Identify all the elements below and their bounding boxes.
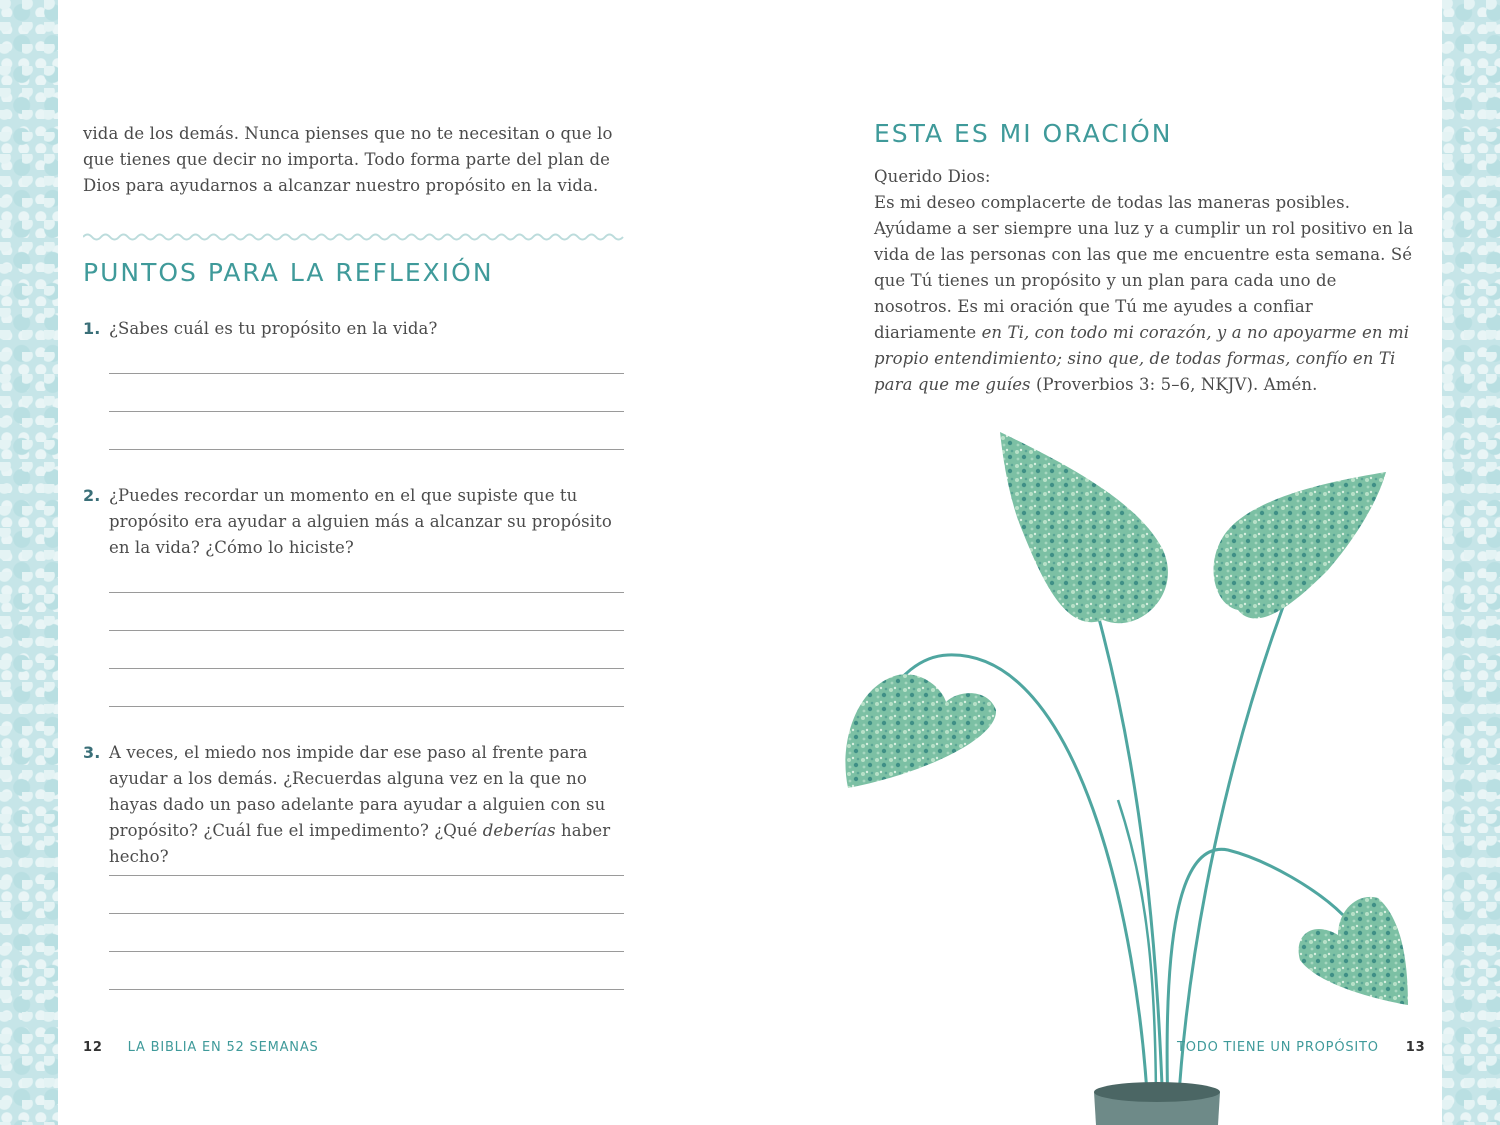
wavy-divider [83, 230, 625, 244]
intro-paragraph: vida de los demás. Nunca pienses que no te necesitan o que lo que tienes que decir no importa. Todo forma parte del plan de Dios para ayudarnos a alcanzar nuestro propósito en la vida. [83, 124, 613, 195]
plant-stem [1167, 849, 1343, 1110]
prayer-scripture: en Ti, con todo mi corazón, y a no apoyarme en mi propio entendimiento; sino que, de todas formas, confío en Ti para que me guíes [874, 323, 1410, 394]
prayer-body [874, 190, 1419, 398]
plant-leaf [1299, 897, 1408, 1005]
plant-stem [1118, 800, 1156, 1110]
chapter-title: TODO TIENE UN PROPÓSITO [1177, 1040, 1379, 1055]
left-footer [83, 1040, 319, 1055]
question-text [109, 740, 628, 870]
prayer-salutation: Querido Dios: [874, 167, 991, 186]
question-1 [83, 316, 628, 342]
answer-line [109, 592, 624, 593]
prayer-heading: ESTA ES MI ORACIÓN [874, 119, 1173, 148]
answer-line [109, 449, 624, 450]
question-text: ¿Puedes recordar un momento en el que supiste que tu propósito era ayudar a alguien más a alcanzar su propósito en la vida? ¿Cómo lo hiciste? [109, 486, 612, 557]
plant-stem [1178, 580, 1293, 1110]
book-spread [58, 0, 1442, 1125]
question-text-part: A veces, el miedo nos impide dar ese paso al frente para ayudar a los demás. ¿Recuerdas alguna vez en la que no hayas dado un paso adelante para ayudar a alguien con su propósito? ¿Cuál fue el impedimento? ¿Qué [109, 743, 606, 840]
prayer-part: Es mi deseo complacerte de todas las maneras posibles. Ayúdame a ser siempre una luz y a cumplir un rol positivo en la vida de las personas con las que me encuentre esta semana. Sé que Tú tienes un propósito y un plan para cada uno de nosotros. Es mi oración que Tú me ayudes a confiar diariamente [874, 193, 1414, 342]
question-number: 1. [83, 319, 101, 338]
plant-leaf [845, 674, 996, 788]
right-page [758, 0, 1442, 1125]
question-2 [83, 483, 628, 561]
left-page [58, 0, 758, 1125]
plant-leaf [1000, 432, 1168, 623]
reflection-heading: PUNTOS PARA LA REFLEXIÓN [83, 258, 494, 287]
plant-leaf [1214, 472, 1386, 619]
answer-line [109, 706, 624, 707]
answer-line [109, 668, 624, 669]
answer-line [109, 875, 624, 876]
prayer-text [874, 164, 1419, 398]
question-3 [83, 740, 628, 870]
answer-line [109, 913, 624, 914]
right-border-texture [1442, 0, 1500, 1125]
right-footer [1177, 1040, 1425, 1055]
answer-line [109, 989, 624, 990]
answer-line [109, 373, 624, 374]
answer-line [109, 951, 624, 952]
question-number: 3. [83, 743, 101, 762]
prayer-part: (Proverbios 3: 5–6, NKJV). Amén. [1030, 375, 1318, 394]
left-border-texture [0, 0, 58, 1125]
plant-pot-rim [1094, 1082, 1220, 1102]
page-number: 12 [83, 1040, 103, 1055]
question-text-part: haber hecho? [109, 821, 611, 866]
answer-line [109, 630, 624, 631]
book-title: LA BIBLIA EN 52 SEMANAS [127, 1040, 319, 1055]
question-number: 2. [83, 486, 101, 505]
question-text-emphasis: deberías [482, 821, 556, 840]
plant-stem [1098, 615, 1163, 1110]
question-text: ¿Sabes cuál es tu propósito en la vida? [109, 319, 438, 338]
page-number: 13 [1405, 1040, 1426, 1055]
plant-illustration [818, 420, 1418, 1125]
answer-line [109, 411, 624, 412]
